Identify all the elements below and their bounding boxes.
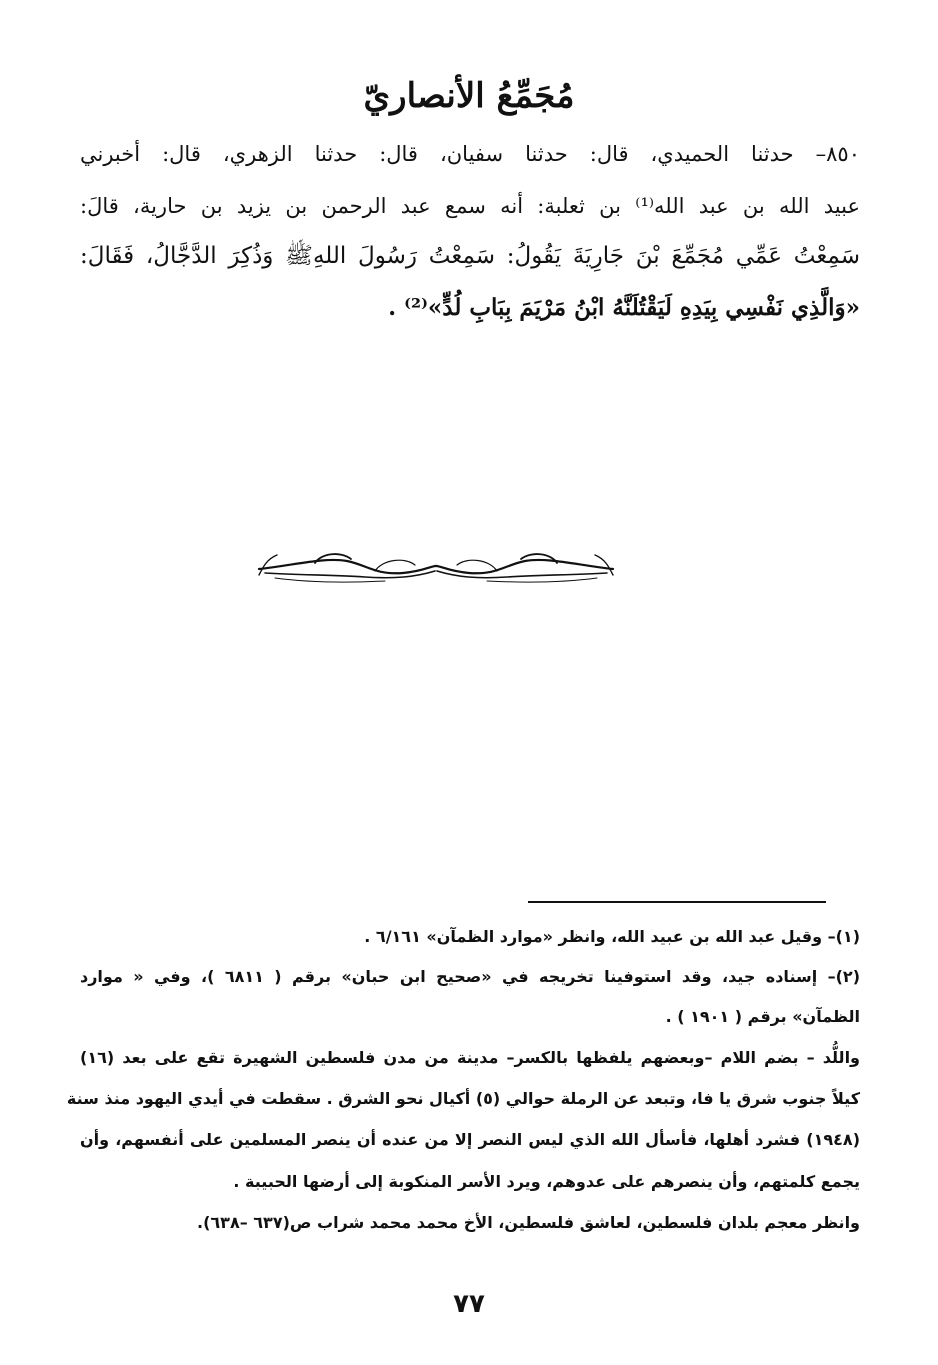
page-number: ٧٧ — [453, 1289, 485, 1319]
footnote-2-line-1: (٢)– إسناده جيد، وقد استوفينا تخريجه في «صحيح ابن حبان» برقم ( ٦٨١١ )، وفي « موارد — [80, 967, 860, 986]
decorative-divider-icon — [255, 545, 617, 587]
footnote-1: (١)– وقيل عبد الله بن عبيد الله، وانظر «موارد الظمآن» ٦/١٦١ . — [364, 927, 860, 946]
footnote-reference-line: وانظر معجم بلدان فلسطين، لعاشق فلسطين، الأخ محمد محمد شراب ص(٦٣٧ –٦٣٨). — [197, 1213, 860, 1232]
footnote-2-line-2: الظمآن» برقم ( ١٩٠١ ) . — [665, 1007, 860, 1026]
footnote-separator — [528, 901, 826, 903]
hadith-text-line-1: ٨٥٠– حدثنا الحميدي، قال: حدثنا سفيان، قال: حدثنا الزهري، قال: أخبرني — [80, 142, 860, 166]
hadith-text-line-4: «وَالَّذِي نَفْسِي بِيَدِهِ لَيَقْتُلَنَّهُ ابْنُ مَرْيَمَ بِبَابِ لُدٍّ»⁽²⁾ . — [388, 294, 860, 321]
hadith-text-line-3: سَمِعْتُ عَمِّي مُجَمِّعَ بْنَ جَارِيَةَ يَقُولُ: سَمِعْتُ رَسُولَ اللهِﷺ وَذُكِرَ الدَّجَّالُ، فَقَالَ: — [80, 243, 860, 269]
hadith-text-line-2: عبيد الله بن عبد الله⁽¹⁾ بن ثعلبة: أنه سمع عبد الرحمن بن يزيد بن حارية، قالَ: — [80, 194, 860, 218]
footnote-note-line-4: يجمع كلمتهم، وأن ينصرهم على عدوهم، ويرد الأسر المنكوبة إلى أرضها الحبيبة . — [233, 1172, 860, 1191]
footnote-note-line-2: كيلاً جنوب شرق يا فا، وتبعد عن الرملة حوالي (٥) أكيال نحو الشرق . سقطت في أيدي اليهود منذ سنة — [66, 1089, 860, 1108]
footnote-note-line-1: واللُّد – بضم اللام –وبعضهم يلفظها بالكسر– مدينة من مدن فلسطين الشهيرة تقع على بعد (١٦) — [80, 1048, 860, 1067]
section-heading: مُجَمِّعُ الأنصاريّ — [363, 76, 575, 116]
footnote-note-line-3: (١٩٤٨) فشرد أهلها، فأسأل الله الذي ليس النصر إلا من عنده أن ينصر المسلمين على أنفسهم، وأن — [80, 1130, 860, 1149]
